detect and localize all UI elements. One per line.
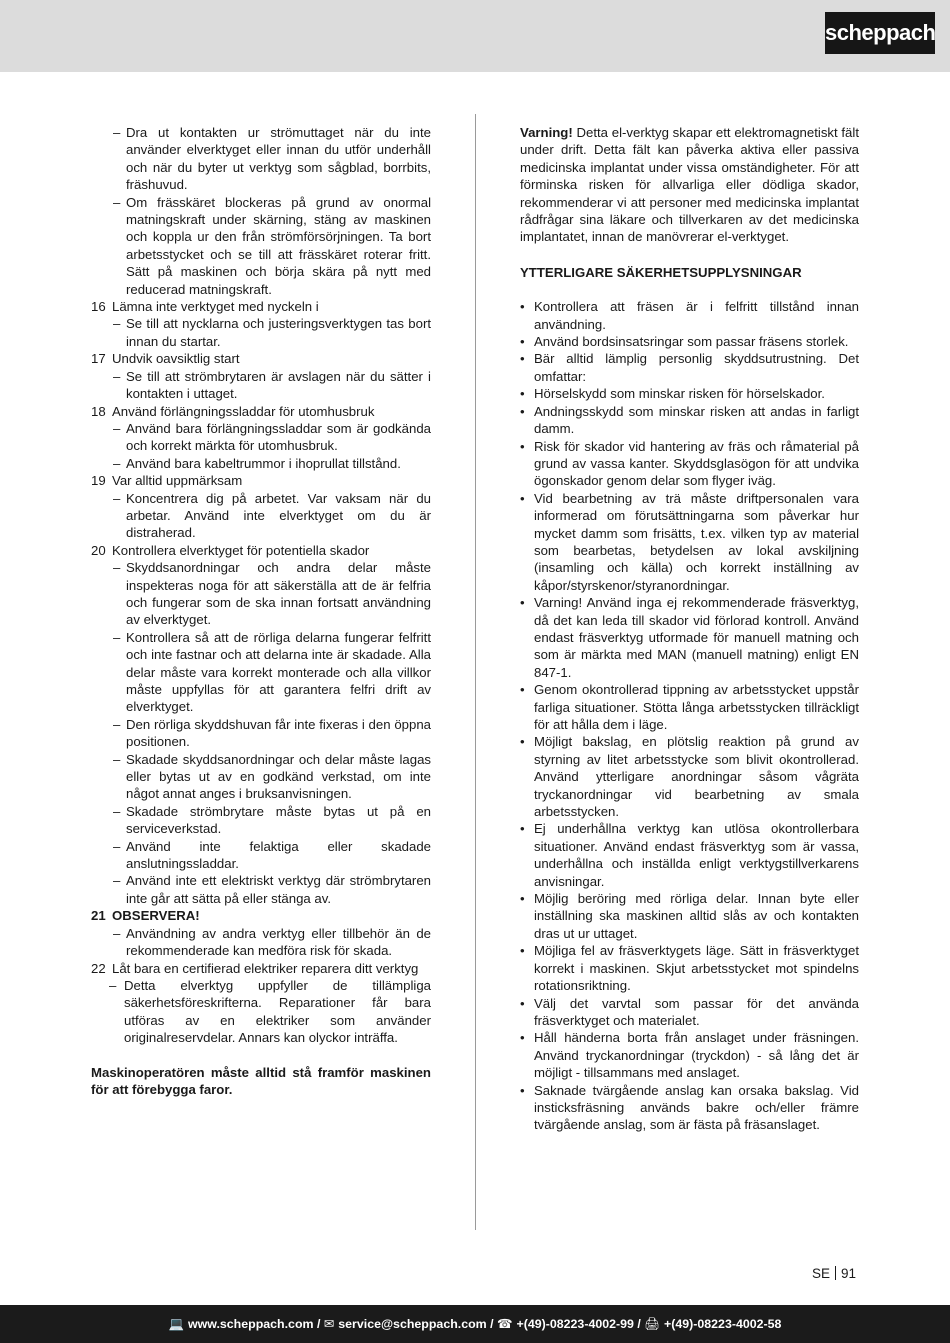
sub-item: – Om frässkäret blockeras på grund av onormal matningskraft under skärning, stäng av maskinen och koppla ur den från strömförsörjningen. Ta bort arbetsstycket och se till att frässkäret roterar fritt. Sätt på maskinen och börja skära på nytt med reducerad matningskraft. (91, 194, 431, 298)
sub-item: – Koncentrera dig på arbetet. Var vaksam när du arbetar. Använd inte elverktyget om du är distraherad. (91, 490, 431, 542)
numbered-item (91, 472, 431, 489)
footer-fax: +(49)-08223-4002-58 (663, 1317, 782, 1331)
bullet-item: • Andningsskydd som minskar risken att andas in farligt damm. (520, 403, 859, 438)
numbered-item (91, 907, 431, 924)
footer-bar: 💻 www.scheppach.com / ✉ service@scheppach.com / ☎ +(49)-08223-4002-99 / 🖨 +(49)-08223-4002-58 (0, 1305, 950, 1343)
sub-item: – Skyddsanordningar och andra delar måste inspekteras noga för att säkerställa att de är felfria och fungerar som de ska innan fortsatt användning av elverktyget. (91, 559, 431, 629)
item-title: Kontrollera elverktyget för potentiella skador (112, 542, 370, 558)
footer-email[interactable]: service@scheppach.com (338, 1317, 487, 1331)
warning-paragraph (520, 124, 859, 246)
sub-item: – Den rörliga skyddshuvan får inte fixeras i den öppna positionen. (91, 716, 431, 751)
mail-icon: ✉ (323, 1317, 335, 1331)
page-num: 91 (841, 1266, 857, 1281)
bullet-item: • Genom okontrollerad tippning av arbetsstycket uppstår farliga situationer. Stötta långa arbetsstycken tillräckligt för att hålla dem i läge. (520, 681, 859, 733)
numbered-item (91, 298, 431, 315)
numbered-item (91, 542, 431, 559)
item-title: Var alltid uppmärksam (112, 473, 243, 489)
phone-icon: ☎ (497, 1317, 513, 1331)
item-title: Använd förlängningssladdar för utomhusbruk (112, 403, 375, 419)
bullet-item: • Saknade tvärgående anslag kan orsaka bakslag. Vid insticksfräsning används bakre och/eller främre tvärgående anslag, som är fästa på fräsanslaget. (520, 1082, 859, 1134)
footer-phone: +(49)-08223-4002-99 (516, 1317, 634, 1331)
item-title: Låt bara en certifierad elektriker reparera ditt verktyg (112, 960, 419, 976)
sub-item: – Använd inte ett elektriskt verktyg där strömbrytaren inte går att sätta på eller stänga av. (91, 872, 431, 907)
sub-item: – Detta elverktyg uppfyller de tillämpliga säkerhetsföreskrifterna. Reparationer får bara utföras av en elektriker som använder originalreservdelar. Annars kan olyckor inträffa. (91, 977, 431, 1047)
numbered-item (91, 403, 431, 420)
bullet-item: • Använd bordsinsatsringar som passar fräsens storlek. (520, 333, 859, 350)
item-number: 17 (91, 351, 106, 367)
sub-item: – Se till att strömbrytaren är avslagen när du sätter i kontakten i uttaget. (91, 368, 431, 403)
bullet-item: • Håll händerna borta från anslaget under fräsningen. Använd tryckanordningar (tryckdon) - så lång det är möjligt - tillsammans med anslaget. (520, 1029, 859, 1081)
bullet-item: • Möjligt bakslag, en plötslig reaktion på grund av styrning av litet arbetsstycke som blivit okontrollerad. Använd ytterligare anordningar såsom vågräta tryckanordningar vid bearbetning av smala arbetsstycken. (520, 733, 859, 820)
left-column (91, 124, 431, 1098)
left-items (91, 124, 431, 1047)
sub-item: – Använd bara kabeltrummor i ihoprullat tillstånd. (91, 455, 431, 472)
sub-item: – Dra ut kontakten ur strömuttaget när du inte använder elverktyget eller innan du utför underhåll och när du byter ut verktyg som sågblad, borrbits, fräshuvud. (91, 124, 431, 194)
page-separator (835, 1266, 836, 1280)
computer-icon: 💻 (168, 1317, 184, 1331)
item-number: 18 (91, 403, 106, 419)
bullet-item: • Bär alltid lämplig personlig skyddsutrustning. Det omfattar: (520, 350, 859, 385)
page-lang: SE (812, 1266, 831, 1281)
sub-item: – Använd bara förlängningssladdar som är godkända och korrekt märkta för utomhusbruk. (91, 420, 431, 455)
item-number: 16 (91, 299, 106, 315)
page-number (812, 1266, 856, 1281)
warning-label: Varning! (520, 125, 573, 140)
column-divider (475, 114, 476, 1230)
item-title: OBSERVERA! (112, 908, 200, 924)
item-number: 20 (91, 542, 106, 558)
right-column (520, 124, 859, 1134)
header-band (0, 0, 950, 72)
closing-statement: Maskinoperatören måste alltid stå framför maskinen för att förebygga faror. (91, 1064, 431, 1097)
bullet-list (520, 298, 859, 1134)
item-title: Undvik oavsiktlig start (112, 351, 240, 367)
item-number: 19 (91, 473, 106, 489)
bullet-item: • Vid bearbetning av trä måste driftpersonalen vara informerad om förutsättningarna som påverkar hur mycket damm som frisätts, t.ex. vilken typ av material som bearbetas, betydelsen av lokal avskiljning (insamling och källa) och korrekt inställning av kåpor/styrskenor/styranordningar. (520, 490, 859, 594)
bullet-item: • Ej underhållna verktyg kan utlösa okontrollerbara situationer. Använd endast fräsverktyg som är vassa, underhållna och inställda enligt verktygstillverkarens anvisningar. (520, 820, 859, 890)
item-number: 22 (91, 960, 106, 976)
bullet-item: • Välj det varvtal som passar för det använda fräsverktyget och materialet. (520, 995, 859, 1030)
bullet-item: • Möjlig beröring med rörliga delar. Innan byte eller inställning ska maskinen alltid slås av och kontakten dras ut ur uttaget. (520, 890, 859, 942)
sub-item: – Se till att nycklarna och justeringsverktygen tas bort innan du startar. (91, 315, 431, 350)
section-heading: YTTERLIGARE SÄKERHETSUPPLYSNINGAR (520, 264, 802, 280)
numbered-item (91, 960, 431, 977)
sub-item: – Användning av andra verktyg eller tillbehör än de rekommenderade kan medföra risk för skada. (91, 925, 431, 960)
bullet-item: • Varning! Använd inga ej rekommenderade fräsverktyg, då det kan leda till skador vid förlorad kontroll. Använd endast fräsverktyg utformade för manuell matning och som är märkta med MAN (manuell matning) enligt EN 847-1. (520, 594, 859, 681)
sub-item: – Använd inte felaktiga eller skadade anslutningssladdar. (91, 838, 431, 873)
bullet-item: • Hörselskydd som minskar risken för hörselskador. (520, 385, 859, 402)
sub-item: – Skadade strömbrytare måste bytas ut på en serviceverkstad. (91, 803, 431, 838)
sub-item: – Skadade skyddsanordningar och delar måste lagas eller bytas ut av en godkänd verkstad, om inte något annat anges i bruksanvisningen. (91, 751, 431, 803)
warning-text: Detta el-verktyg skapar ett elektromagnetiskt fält under drift. Detta fält kan påverka aktiva eller passiva medicinska implantat under vissa omständigheter. För att förminska risken för allvarliga eller dödliga skador, rekommenderar vi att personer med medicinska implantat rådfrågar sina läkare och tillverkaren av det medicinska implantatet, innan de manövrerar el-verktyget. (520, 125, 859, 245)
fax-icon: 🖨 (644, 1317, 660, 1331)
item-number: 21 (91, 908, 106, 924)
item-title: Lämna inte verktyget med nyckeln i (112, 299, 319, 315)
bullet-item: • Kontrollera att fräsen är i felfritt tillstånd innan användning. (520, 298, 859, 333)
sub-item: – Kontrollera så att de rörliga delarna fungerar felfritt och inte fastnar och att delarna inte är skadade. Alla delar måste vara korrekt monterade och alla villkor måste uppfyllas för att garantera felfri drift av elverktyget. (91, 629, 431, 716)
bullet-item: • Möjliga fel av fräsverktygets läge. Sätt in fräsverktyget korrekt i maskinen. Skjut arbetsstycket mot spindelns rotationsriktning. (520, 942, 859, 994)
footer-web[interactable]: www.scheppach.com (187, 1317, 314, 1331)
bullet-item: • Risk för skador vid hantering av fräs och råmaterial på grund av vassa kanter. Skyddsglasögon för att undvika ögonskador genom delar som flyger iväg. (520, 438, 859, 490)
brand-logo: scheppach (825, 12, 935, 54)
numbered-item (91, 350, 431, 367)
